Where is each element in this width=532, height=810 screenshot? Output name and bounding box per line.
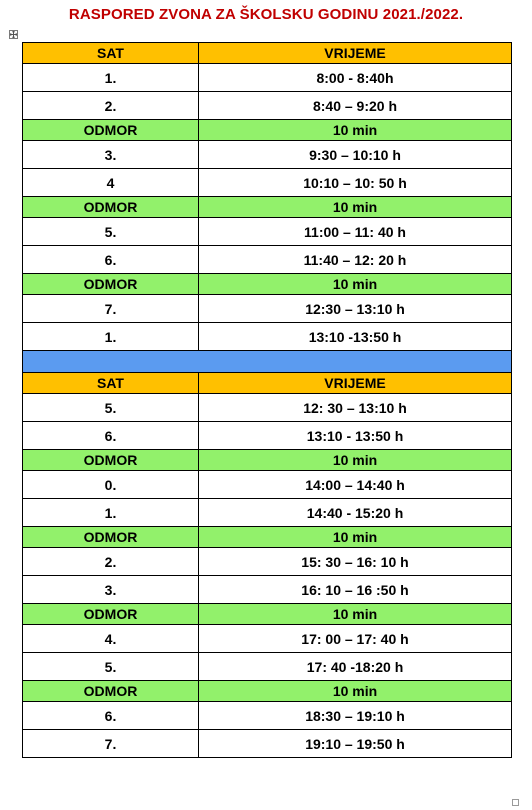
time-cell: 12:30 – 13:10 h [199,295,512,323]
period-cell: 6. [23,422,199,450]
time-cell: 10 min [199,450,512,471]
period-cell: ODMOR [23,604,199,625]
table-header-row [23,373,512,394]
period-cell: 4 [23,169,199,197]
time-cell: 14:40 - 15:20 h [199,499,512,527]
lesson-row [23,576,512,604]
time-cell: 10 min [199,681,512,702]
lesson-row [23,169,512,197]
document-title: RASPORED ZVONA ZA ŠKOLSKU GODINU 2021./2022. [68,6,464,23]
lesson-row [23,471,512,499]
lesson-row [23,141,512,169]
table-move-handle-icon[interactable] [9,30,18,39]
time-cell: 17: 00 – 17: 40 h [199,625,512,653]
lesson-row [23,295,512,323]
time-cell: 10 min [199,604,512,625]
lesson-row [23,64,512,92]
period-cell: ODMOR [23,527,199,548]
time-cell: 13:10 -13:50 h [199,323,512,351]
lesson-row [23,246,512,274]
period-cell: 5. [23,653,199,681]
time-cell: 13:10 - 13:50 h [199,422,512,450]
time-cell: 17: 40 -18:20 h [199,653,512,681]
period-cell: 4. [23,625,199,653]
period-cell: 6. [23,246,199,274]
break-row [23,120,512,141]
period-cell: ODMOR [23,450,199,471]
time-cell: 9:30 – 10:10 h [199,141,512,169]
break-row [23,527,512,548]
time-cell: 11:40 – 12: 20 h [199,246,512,274]
time-cell: 10 min [199,527,512,548]
separator-cell [23,351,512,373]
lesson-row [23,92,512,120]
table-header-row [23,43,512,64]
period-cell: ODMOR [23,681,199,702]
time-cell: 8:40 – 9:20 h [199,92,512,120]
time-cell: 10 min [199,120,512,141]
time-cell: 19:10 – 19:50 h [199,730,512,758]
time-cell: 10 min [199,274,512,295]
time-cell: 18:30 – 19:10 h [199,702,512,730]
period-cell: SAT [23,43,199,64]
time-cell: VRIJEME [199,373,512,394]
time-cell: 10 min [199,197,512,218]
period-cell: 3. [23,141,199,169]
time-cell: 11:00 – 11: 40 h [199,218,512,246]
period-cell: 1. [23,323,199,351]
period-cell: 2. [23,92,199,120]
bell-schedule-table [22,42,512,758]
break-row [23,197,512,218]
period-cell: 5. [23,218,199,246]
time-cell: 14:00 – 14:40 h [199,471,512,499]
period-cell: ODMOR [23,197,199,218]
lesson-row [23,422,512,450]
period-cell: ODMOR [23,274,199,295]
time-cell: 15: 30 – 16: 10 h [199,548,512,576]
lesson-row [23,499,512,527]
period-cell: 2. [23,548,199,576]
break-row [23,681,512,702]
lesson-row [23,218,512,246]
lesson-row [23,323,512,351]
time-cell: 16: 10 – 16 :50 h [199,576,512,604]
period-cell: 7. [23,295,199,323]
time-cell: 12: 30 – 13:10 h [199,394,512,422]
time-cell: 8:00 - 8:40h [199,64,512,92]
period-cell: 5. [23,394,199,422]
period-cell: 3. [23,576,199,604]
period-cell: SAT [23,373,199,394]
time-cell: VRIJEME [199,43,512,64]
break-row [23,450,512,471]
table-resize-handle-icon[interactable] [512,799,519,806]
time-cell: 10:10 – 10: 50 h [199,169,512,197]
lesson-row [23,653,512,681]
lesson-row [23,702,512,730]
lesson-row [23,730,512,758]
period-cell: 7. [23,730,199,758]
period-cell: ODMOR [23,120,199,141]
lesson-row [23,625,512,653]
period-cell: 1. [23,499,199,527]
period-cell: 6. [23,702,199,730]
break-row [23,604,512,625]
shift-separator-row [23,351,512,373]
break-row [23,274,512,295]
lesson-row [23,548,512,576]
period-cell: 1. [23,64,199,92]
period-cell: 0. [23,471,199,499]
lesson-row [23,394,512,422]
